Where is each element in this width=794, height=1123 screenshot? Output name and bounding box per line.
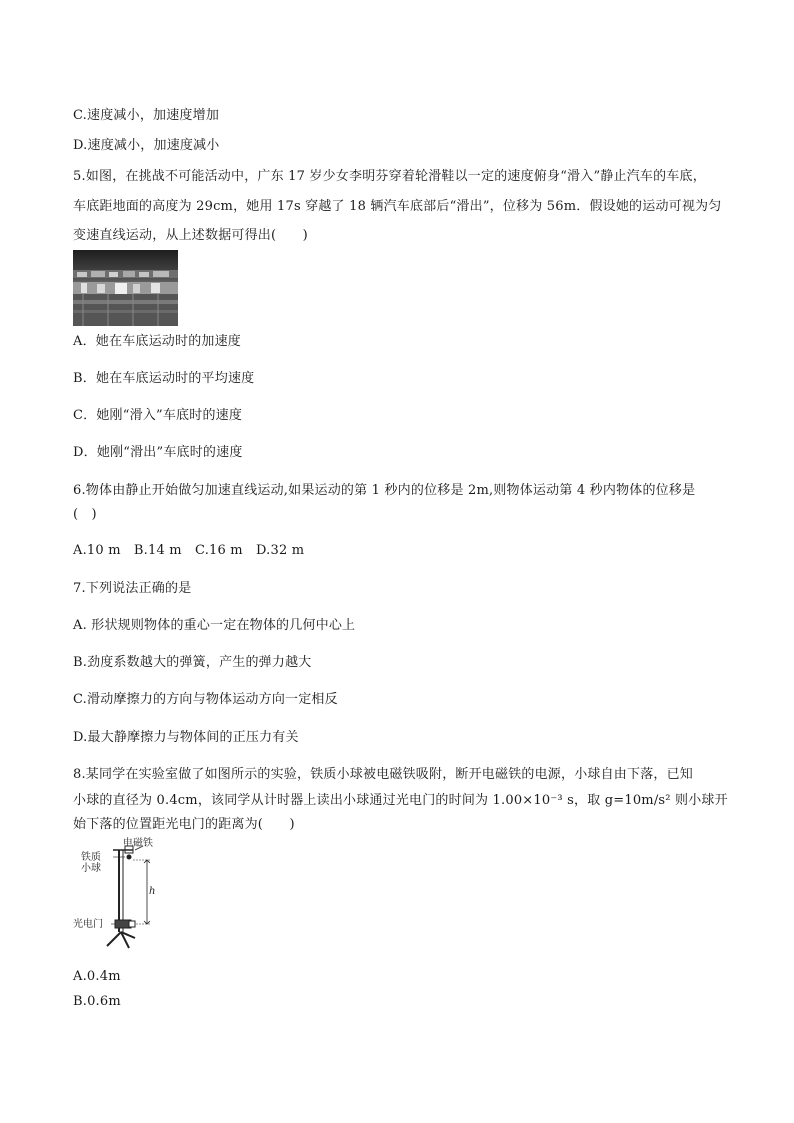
q8-stem-line-1: 8.某同学在实验室做了如图所示的实验，铁质小球被电磁铁吸附，断开电磁铁的电源，小球自由下落，已知 (73, 767, 694, 782)
q7-option-d: D.最大静摩擦力与物体间的正压力有关 (73, 730, 299, 745)
q5-stem-line-2: 车底距地面的高度为 29cm，她用 17s 穿越了 18 辆汽车底部后“滑出”，位移为 56m．假设她的运动可视为匀 (73, 199, 722, 214)
q5-stem-line-3: 变速直线运动，从上述数据可得出( ) (73, 228, 308, 243)
q6-stem-line-1: 6.物体由静止开始做匀加速直线运动,如果运动的第 1 秒内的位移是 2m,则物体运动第 4 秒内物体的位移是 (73, 483, 696, 498)
q8-stem-line-2: 小球的直径为 0.4cm，该同学从计时器上读出小球通过光电门的时间为 1.00×10⁻³ s，取 g=10m/s² 则小球开 (73, 793, 728, 808)
q6-options: A.10 m B.14 m C.16 m D.32 m (73, 543, 305, 558)
q7-stem: 7.下列说法正确的是 (73, 581, 192, 596)
q5-stem-line-1: 5.如图，在挑战不可能活动中，广东 17 岁少女李明芬穿着轮滑鞋以一定的速度俯身“滑入”静止汽车的车底， (73, 169, 706, 184)
q5-option-a: A．她在车底运动时的加速度 (73, 334, 241, 349)
q7-option-c: C.滑动摩擦力的方向与物体运动方向一定相反 (73, 692, 338, 707)
q5-option-d: D．她刚“滑出”车底时的速度 (73, 445, 243, 460)
q5-option-c: C．她刚“滑入”车底时的速度 (73, 408, 243, 423)
photogate-label: 光电门 (73, 919, 103, 930)
q7-option-b: B.劲度系数越大的弹簧，产生的弹力越大 (73, 655, 312, 670)
q6-stem-line-2: ( ) (73, 507, 97, 522)
q7-option-a: A. 形状规则物体的重心一定在物体的几何中心上 (73, 618, 356, 633)
iron-ball-label-line-1: 铁质 (81, 852, 101, 863)
roller-skating-photo-image (73, 250, 178, 326)
electromagnet-label: 电磁铁 (123, 838, 153, 849)
roller-skating-photo (73, 250, 178, 326)
q8-stem-line-3: 始下落的位置距光电门的距离为( ) (73, 817, 295, 832)
q4-option-c: C.速度减小，加速度增加 (73, 108, 220, 123)
q8-option-b: B.0.6m (73, 994, 121, 1009)
q5-option-b: B．她在车底运动时的平均速度 (73, 371, 255, 386)
iron-ball-label-line-2: 小球 (81, 863, 101, 874)
photogate-apparatus-figure (73, 838, 173, 960)
q8-option-a: A.0.4m (73, 969, 121, 984)
q4-option-d: D.速度减小，加速度减小 (73, 138, 220, 153)
height-h-label: h (149, 886, 156, 897)
